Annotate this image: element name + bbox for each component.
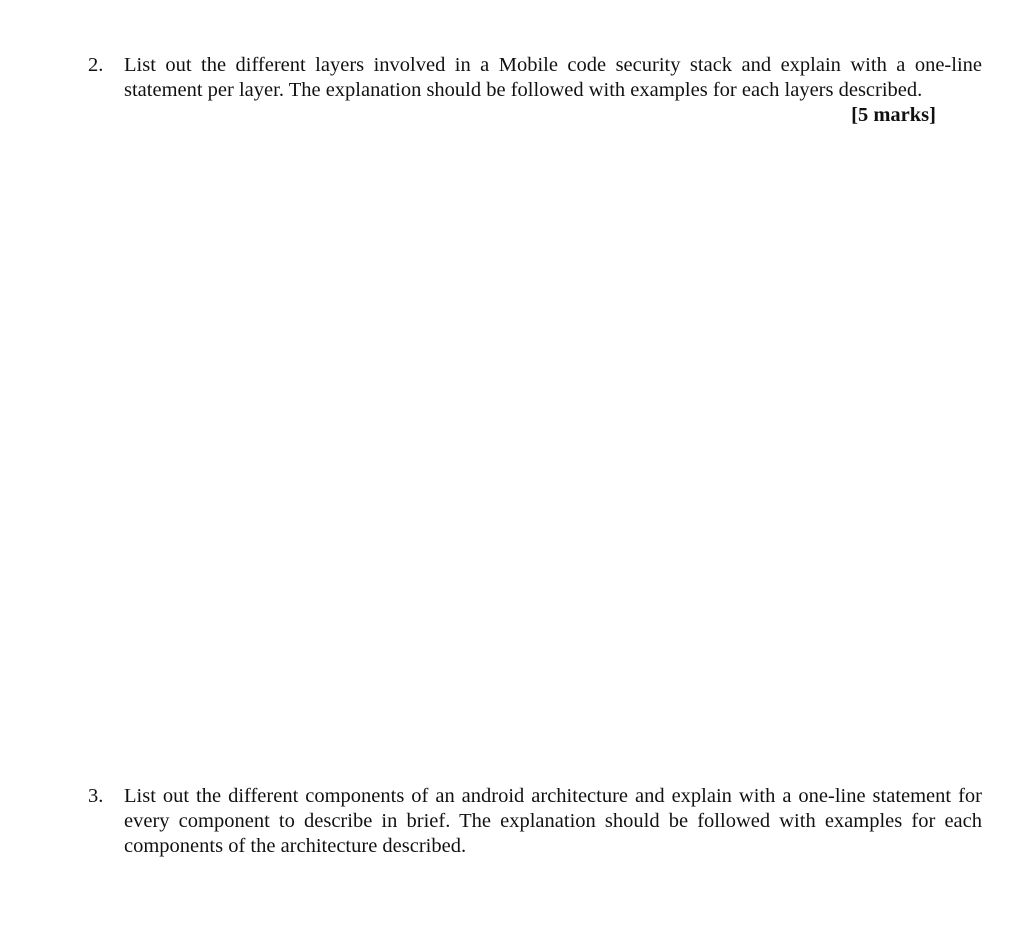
question-3 bbox=[88, 784, 982, 859]
question-text: List out the different layers involved in a Mobile code security stack and explain with a one-line statement per layer. The explanation should be followed with examples for each layers described. bbox=[124, 54, 982, 101]
question-2 bbox=[88, 53, 982, 126]
question-number: 3. bbox=[88, 785, 104, 807]
question-number: 2. bbox=[88, 54, 104, 76]
marks-label: [5 marks] bbox=[851, 104, 936, 126]
question-text: List out the different components of an android architecture and explain with a one-line statement for every component to describe in brief. The explanation should be followed with examples for each components of the architecture described. bbox=[124, 785, 982, 857]
